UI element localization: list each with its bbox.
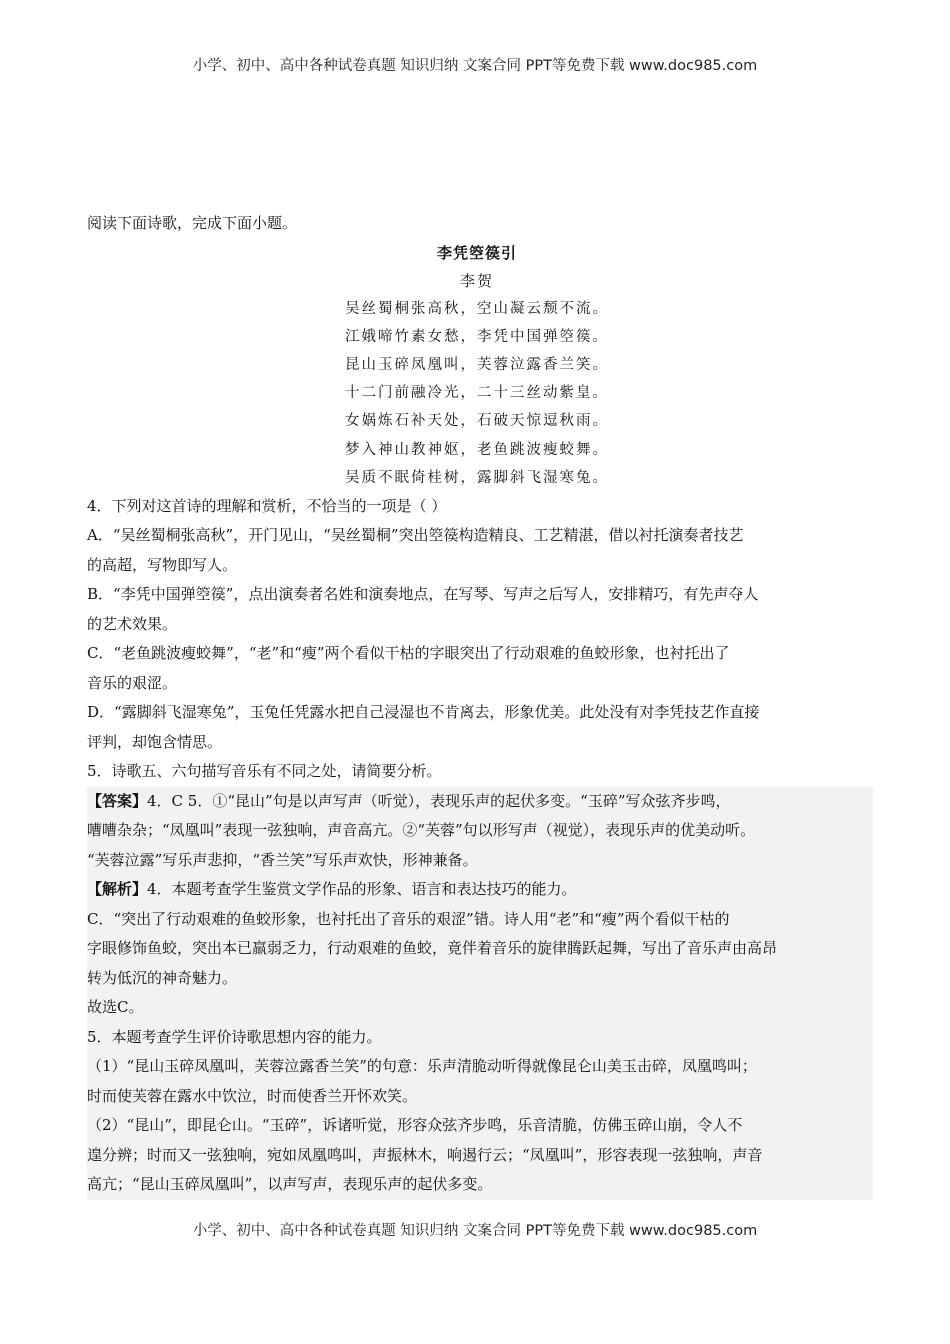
- analysis-line: 转为低沉的神奇魅力。: [87, 968, 238, 987]
- option-line: C．“老鱼跳波瘦蛟舞”，“老”和“瘦”两个看似干枯的字眼突出了行动艰难的鱼蛟形象，也衬托出了: [87, 644, 730, 663]
- option-line: 的艺术效果。: [87, 614, 178, 633]
- answer-text: 4．C 5．①“昆山”句是以声写声（听觉），表现乐声的起伏多变。“玉碎”写众弦齐步鸣，: [147, 791, 731, 810]
- analysis-line: [87, 875, 867, 905]
- analysis-line: 故选C。: [87, 998, 144, 1017]
- option-line: 的高超，写物即写人。: [87, 555, 238, 574]
- option-line: 评判，却饱含情思。: [87, 732, 223, 751]
- analysis-line: C．“突出了行动艰难的鱼蛟形象，也衬托出了音乐的艰涩”错。诗人用“老”和“瘦”两个看似干枯的: [87, 909, 730, 928]
- poem-verse: 十二门前融冷光，二十三丝动紫皇。: [345, 385, 609, 402]
- analysis-line: 高亢；“昆山玉碎凤凰叫”，以声写声，表现乐声的起伏多变。: [87, 1175, 493, 1194]
- poem-verse: 江娥啼竹素女愁，李凭中国弹箜篌。: [345, 328, 609, 345]
- question-4-option-c: [87, 639, 867, 698]
- analysis-label: 【解析】: [87, 880, 148, 899]
- analysis-line: 时而使芙蓉在露水中饮泣，时而使香兰开怀欢笑。: [87, 1086, 418, 1105]
- question-4-stem: 4．下列对这首诗的理解和赏析，不恰当的一项是（ ）: [87, 496, 447, 515]
- answer-line: 嘈嘈杂杂；“凤凰叫”表现一弦独响，声音高亢。②“芙蓉”句以形写声（视觉），表现乐声的优美动听。: [87, 821, 756, 840]
- option-line: A．“吴丝蜀桐张高秋”，开门见山，“吴丝蜀桐”突出箜篌构造精良、工艺精湛，借以衬托演奏者技艺: [87, 526, 744, 545]
- analysis-line: （1）“昆山玉碎凤凰叫，芙蓉泣露香兰笑”的句意：乐声清脆动听得就像昆仑山美玉击碎，凤凰鸣叫；: [87, 1057, 757, 1076]
- poem-verse: 吴丝蜀桐张高秋，空山凝云颓不流。: [345, 300, 609, 317]
- analysis-line: （2）“昆山”，即昆仑山。“玉碎”，诉诸听觉，形容众弦齐步鸣，乐音清脆，仿佛玉碎山崩，令人不: [87, 1116, 743, 1135]
- analysis-line: 字眼修饰鱼蛟，突出本已羸弱乏力，行动艰难的鱼蛟，竟伴着音乐的旋律腾跃起舞，写出了音乐声由高昂: [87, 939, 778, 958]
- option-line: 音乐的艰涩。: [87, 673, 178, 692]
- document-body: [87, 209, 867, 1200]
- answer-analysis-block: [87, 787, 873, 1200]
- option-line: D．“露脚斜飞湿寒兔”，玉兔任凭露水把自己浸湿也不肯离去，形象优美。此处没有对李凭技艺作直接: [87, 703, 760, 722]
- poem-verse: 昆山玉碎凤凰叫，芙蓉泣露香兰笑。: [345, 356, 609, 373]
- analysis-text: 4．本题考查学生鉴赏文学作品的形象、语言和表达技巧的能力。: [147, 880, 577, 899]
- poem-verse: 吴质不眠倚桂树，露脚斜飞湿寒兔。: [345, 469, 609, 486]
- question-5-stem: 5．诗歌五、六句描写音乐有不同之处，请简要分析。: [87, 762, 442, 781]
- page-footer: 小学、初中、高中各种试卷真题 知识归纳 文案合同 PPT等免费下载 www.doc985.com: [192, 1223, 758, 1239]
- analysis-line: 遑分辨；时而又一弦独响，宛如凤凰鸣叫，声振林木，响遏行云；“凤凰叫”，形容表现一弦独响，声音: [87, 1145, 763, 1164]
- answer-line: [87, 787, 867, 817]
- poem-verse: 女娲炼石补天处，石破天惊逗秋雨。: [345, 413, 609, 430]
- answer-label: 【答案】: [87, 791, 148, 810]
- answer-line: “芙蓉泣露”写乐声悲抑，“香兰笑”写乐声欢快，形神兼备。: [87, 850, 478, 869]
- poem-author: 李贺: [459, 271, 494, 290]
- question-4-option-a: [87, 521, 867, 580]
- analysis-line: 5．本题考查学生评价诗歌思想内容的能力。: [87, 1027, 382, 1046]
- page-header: 小学、初中、高中各种试卷真题 知识归纳 文案合同 PPT等免费下载 www.doc985.com: [192, 58, 758, 74]
- poem-verse: 梦入神山教神妪，老鱼跳波瘦蛟舞。: [345, 441, 609, 458]
- poem-title: 李凭箜篌引: [436, 243, 517, 262]
- question-4-option-b: [87, 580, 867, 639]
- reading-instruction: 阅读下面诗歌，完成下面小题。: [87, 214, 298, 232]
- poem: [87, 239, 867, 492]
- question-4-option-d: [87, 698, 867, 757]
- option-line: B．“李凭中国弹箜篌”，点出演奏者名姓和演奏地点，在写琴、写声之后写人，安排精巧，有先声夺人: [87, 585, 759, 604]
